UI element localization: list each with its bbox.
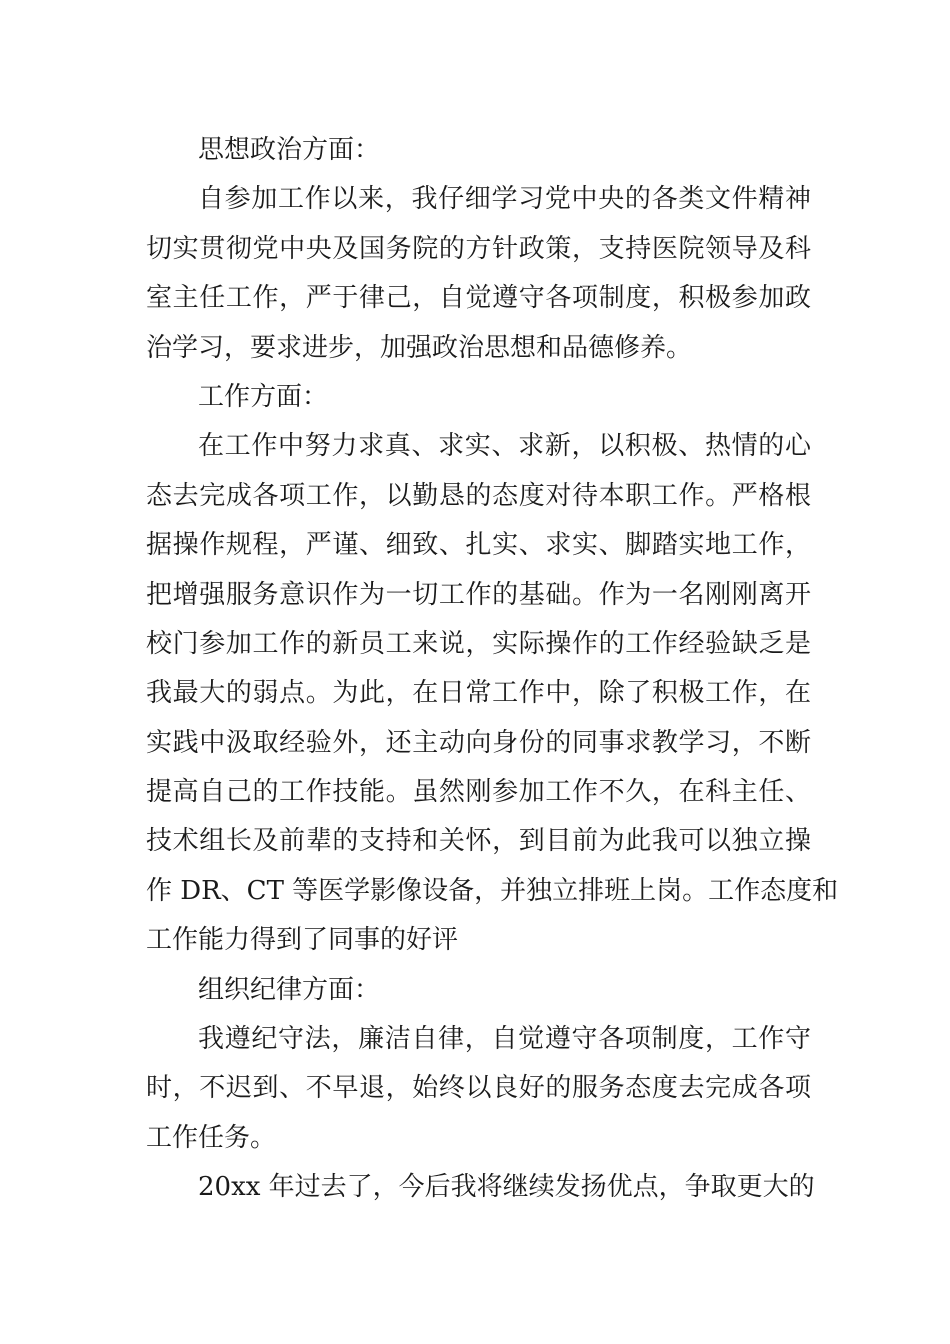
text-line: 态去完成各项工作，以勤恳的态度对待本职工作。严格根 — [146, 480, 811, 511]
text-line: 切实贯彻党中央及国务院的方针政策，支持医院领导及科 — [146, 233, 811, 264]
text-line: 在工作中努力求真、求实、求新，以积极、热情的心 — [198, 431, 811, 462]
text-line: 室主任工作，严于律己，自觉遵守各项制度，积极参加政 — [146, 283, 811, 314]
section-heading-discipline: 组织纪律方面： — [198, 974, 381, 1005]
text-line: 校门参加工作的新员工来说，实际操作的工作经验缺乏是 — [146, 628, 811, 659]
text-line: 作 DR、CT 等医学影像设备，并独立排班上岗。工作态度和 — [146, 875, 839, 906]
document-body — [146, 126, 839, 1213]
text-line: 技术组长及前辈的支持和关怀，到目前为此我可以独立操 — [146, 826, 811, 857]
text-line: 工作能力得到了同事的好评 — [146, 925, 459, 956]
text-line: 实践中汲取经验外，还主动向身份的同事求教学习，不断 — [146, 727, 811, 758]
text-line: 自参加工作以来，我仔细学习党中央的各类文件精神 — [198, 184, 811, 215]
text-line: 据操作规程，严谨、细致、扎实、求实、脚踏实地工作， — [146, 530, 811, 561]
section-heading-politics: 思想政治方面： — [198, 135, 381, 165]
section-heading-work: 工作方面： — [198, 381, 329, 412]
text-line: 治学习，要求进步，加强政治思想和品德修养。 — [146, 332, 693, 363]
text-line: 工作任务。 — [146, 1122, 277, 1153]
text-line: 20xx 年过去了，今后我将继续发扬优点，争取更大的 — [198, 1172, 815, 1203]
text-line: 我最大的弱点。为此，在日常工作中，除了积极工作，在 — [146, 678, 811, 709]
text-line: 把增强服务意识作为一切工作的基础。作为一名刚刚离开 — [146, 579, 811, 610]
text-line: 时，不迟到、不早退，始终以良好的服务态度去完成各项 — [146, 1073, 811, 1104]
text-line: 提高自己的工作技能。虽然刚参加工作不久，在科主任、 — [146, 777, 811, 808]
text-line: 我遵纪守法，廉洁自律，自觉遵守各项制度，工作守 — [198, 1024, 811, 1055]
